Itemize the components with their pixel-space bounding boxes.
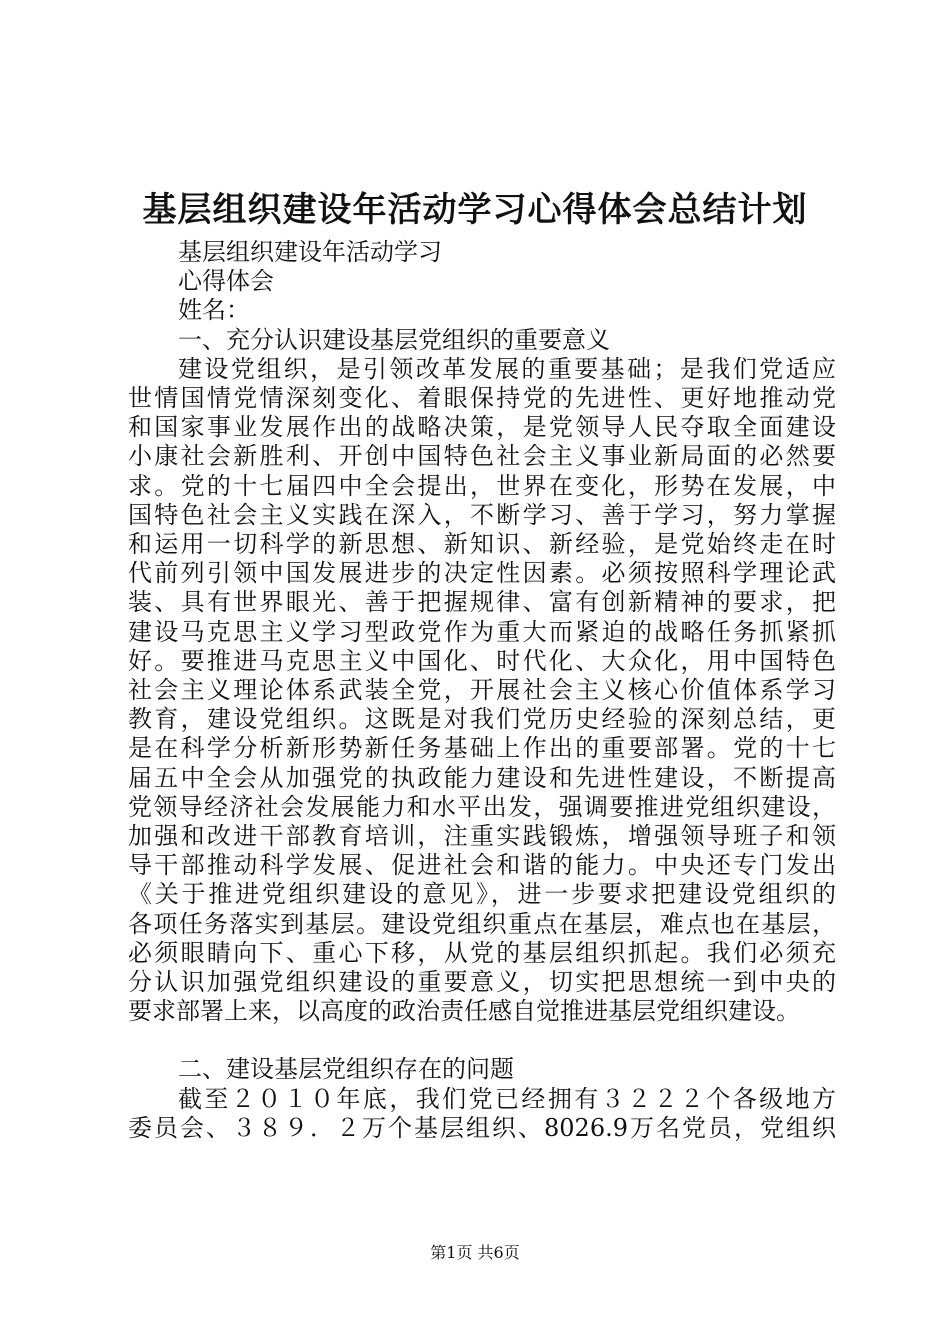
paragraph-line: 建设马克思主义学习型政党作为重大而紧迫的战略任务抓紧抓 — [128, 617, 836, 646]
paragraph-line: 要求部署上来，以高度的政治责任感自觉推进基层党组织建设。 — [128, 997, 800, 1026]
paragraph-line: 建设党组织，是引领改革发展的重要基础；是我们党适应 — [178, 354, 836, 383]
paragraph-line: 社会主义理论体系武装全党，开展社会主义核心价值体系学习 — [128, 676, 836, 705]
section-heading: 二、建设基层党组织存在的问题 — [178, 1055, 514, 1084]
paragraph-line: 截至２０１０年底，我们党已经拥有３２２２个各级地方 — [178, 1084, 836, 1113]
section-2-paragraph — [128, 1085, 836, 1143]
paragraph-line: 好。要推进马克思主义中国化、时代化、大众化，用中国特色 — [128, 646, 836, 675]
paragraph-line: 教育，建设党组织。这既是对我们党历史经验的深刻总结，更 — [128, 705, 836, 734]
document-title: 基层组织建设年活动学习心得体会总结计划 — [142, 190, 808, 230]
subtitle-line: 基层组织建设年活动学习 — [178, 238, 442, 266]
paragraph-line: 加强和改进干部教育培训，注重实践锻炼，增强领导班子和领 — [128, 822, 836, 851]
paragraph-line: 和运用一切科学的新思想、新知识、新经验，是党始终走在时 — [128, 530, 836, 559]
paragraph-line: 委员会、３８９．２万个基层组织、8026.9万名党员，党组织 — [128, 1113, 836, 1142]
paragraph-line: 求。党的十七届四中全会提出，世界在变化，形势在发展，中 — [128, 471, 836, 500]
document-body — [128, 238, 836, 1143]
page-footer: 第1页 共6页 — [430, 1243, 520, 1262]
paragraph-line: 和国家事业发展作出的战略决策，是党领导人民夺取全面建设 — [128, 413, 836, 442]
paragraph-line: 各项任务落实到基层。建设党组织重点在基层，难点也在基层， — [128, 909, 836, 938]
paragraph-line: 世情国情党情深刻变化、着眼保持党的先进性、更好地推动党 — [128, 384, 836, 413]
paragraph-line: 装、具有世界眼光、善于把握规律、富有创新精神的要求，把 — [128, 588, 836, 617]
paragraph-line: 导干部推动科学发展、促进社会和谐的能力。中央还专门发出 — [128, 851, 836, 880]
paragraph-line: 小康社会新胜利、开创中国特色社会主义事业新局面的必然要 — [128, 442, 836, 471]
paragraph-line: 必须眼睛向下、重心下移，从党的基层组织抓起。我们必须充 — [128, 938, 836, 967]
name-label: 姓名： — [178, 296, 250, 325]
paragraph-line: 国特色社会主义实践在深入，不断学习、善于学习，努力掌握 — [128, 500, 836, 529]
section-heading: 一、充分认识建设基层党组织的重要意义 — [178, 325, 610, 354]
paragraph-line: 代前列引领中国发展进步的决定性因素。必须按照科学理论武 — [128, 559, 836, 588]
paragraph-line: 《关于推进党组织建设的意见》，进一步要求把建设党组织的 — [128, 880, 836, 909]
subtitle-line: 心得体会 — [178, 267, 274, 296]
paragraph-line: 届五中全会从加强党的执政能力建设和先进性建设，不断提高 — [128, 763, 836, 792]
section-1-paragraph — [128, 355, 836, 1027]
paragraph-spacer — [128, 1026, 836, 1055]
paragraph-line: 是在科学分析新形势新任务基础上作出的重要部署。党的十七 — [128, 734, 836, 763]
paragraph-line: 分认识加强党组织建设的重要意义，切实把思想统一到中央的 — [128, 968, 836, 997]
paragraph-line: 党领导经济社会发展能力和水平出发，强调要推进党组织建设， — [128, 792, 836, 821]
